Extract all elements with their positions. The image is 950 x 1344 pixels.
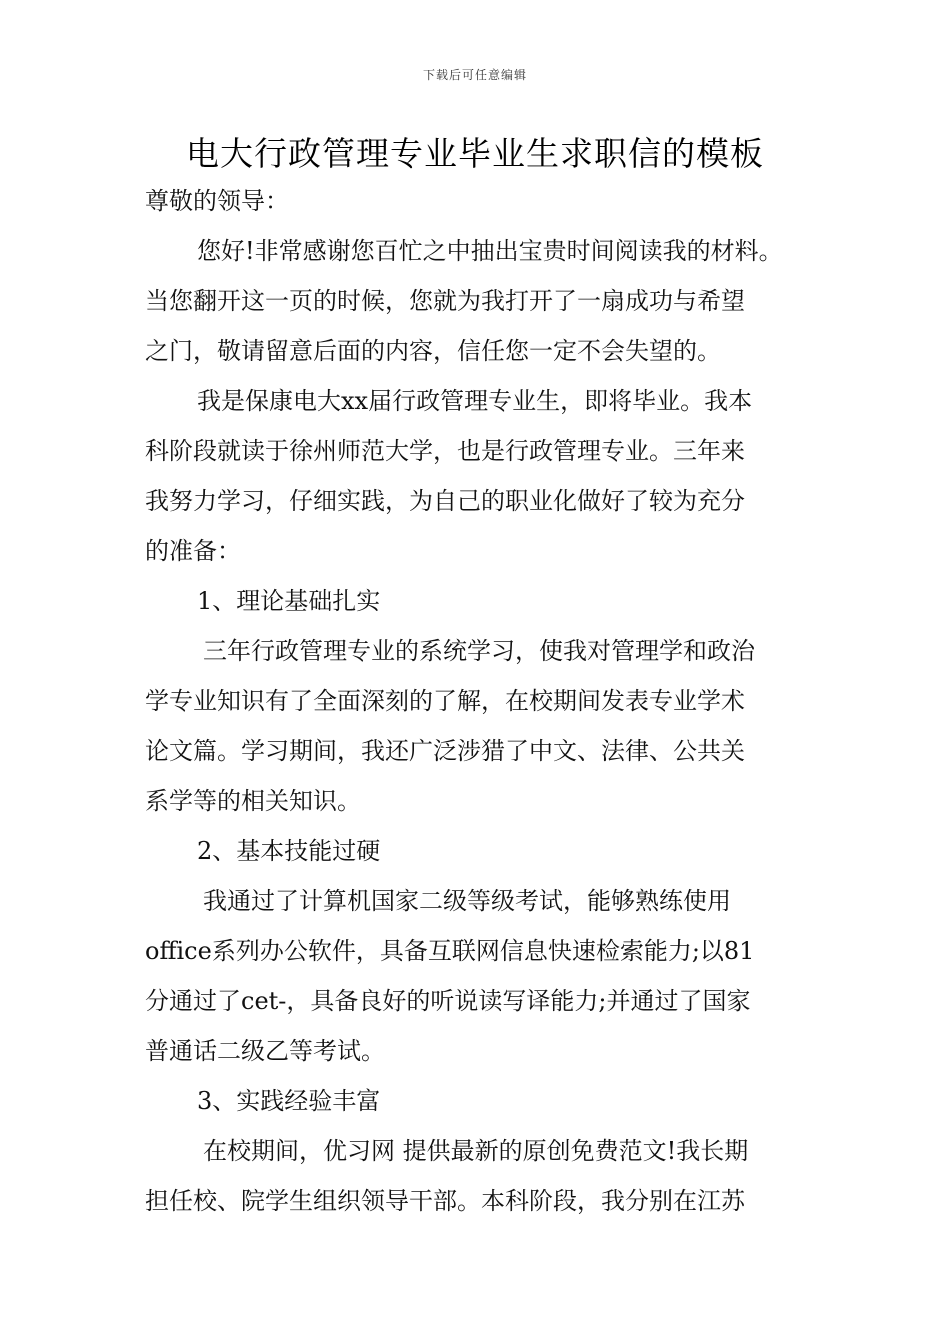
paragraph-line: 科阶段就读于徐州师范大学，也是行政管理专业。三年来	[145, 437, 745, 465]
section-heading: 1、理论基础扎实	[197, 587, 381, 615]
paragraph-line: 担任校、院学生组织领导干部。本科阶段，我分别在江苏	[145, 1187, 745, 1215]
paragraph-line: 当您翻开这一页的时候，您就为我打开了一扇成功与希望	[145, 287, 745, 315]
paragraph-line: 在校期间，优习网 提供最新的原创免费范文!我长期	[203, 1137, 749, 1165]
paragraph-line: office系列办公软件，具备互联网信息快速检索能力;以81	[145, 937, 755, 965]
salutation-line: 尊敬的领导：	[145, 187, 289, 215]
paragraph-line: 我是保康电大xx届行政管理专业生，即将毕业。我本	[197, 387, 753, 415]
paragraph-line: 我努力学习，仔细实践，为自己的职业化做好了较为充分	[145, 487, 745, 515]
section-heading: 3、实践经验丰富	[197, 1087, 381, 1115]
paragraph-line: 学专业知识有了全面深刻的了解，在校期间发表专业学术	[145, 687, 745, 715]
paragraph-line: 我通过了计算机国家二级等级考试，能够熟练使用	[203, 887, 731, 915]
document-title: 电大行政管理专业毕业生求职信的模板	[186, 134, 764, 173]
paragraph-line: 的准备：	[145, 537, 241, 565]
paragraph-line: 之门，敬请留意后面的内容，信任您一定不会失望的。	[145, 337, 721, 365]
paragraph-line: 您好!非常感谢您百忙之中抽出宝贵时间阅读我的材料。	[197, 237, 783, 265]
header-note: 下载后可任意编辑	[422, 68, 527, 82]
paragraph-line: 分通过了cet-，具备良好的听说读写译能力;并通过了国家	[145, 987, 751, 1015]
paragraph-line: 系学等的相关知识。	[145, 787, 361, 815]
document-body	[145, 176, 825, 1226]
paragraph-line: 普通话二级乙等考试。	[145, 1037, 385, 1065]
paragraph-line: 三年行政管理专业的系统学习，使我对管理学和政治	[203, 637, 755, 665]
paragraph-line: 论文篇。学习期间，我还广泛涉猎了中文、法律、公共关	[145, 737, 745, 765]
section-heading: 2、基本技能过硬	[197, 837, 381, 865]
